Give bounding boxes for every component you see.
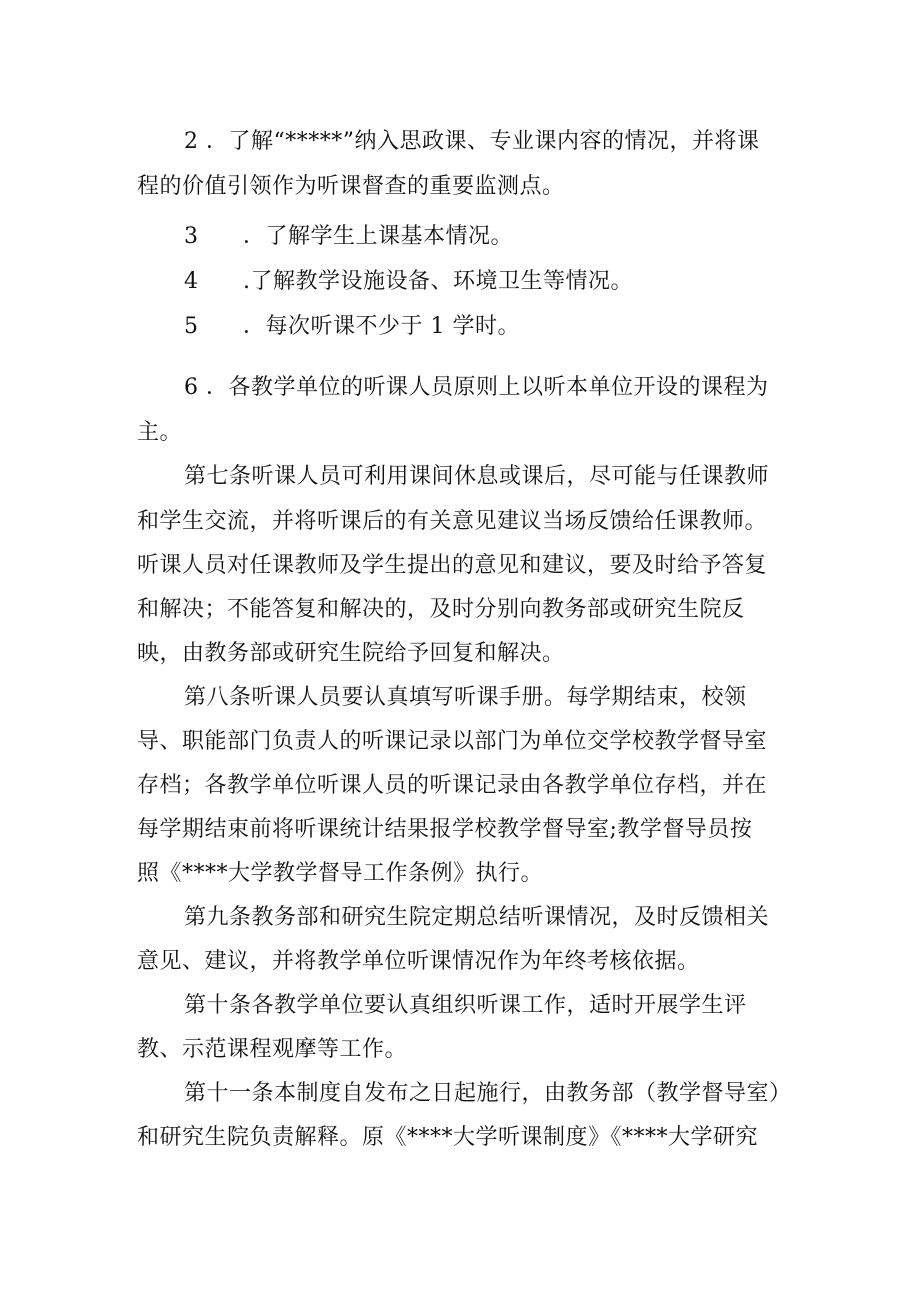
- item-2-line-1: 2 ．了解“*****”纳入思政课、专业课内容的情况，并将课: [184, 129, 760, 154]
- article-10-line-1: 第十条各教学单位要认真组织听课工作，适时开展学生评: [184, 993, 747, 1018]
- item-4-text: .了解教学设施设备、环境卫生等情况。: [243, 269, 633, 294]
- item-5-number: 5: [184, 314, 198, 339]
- article-11-line-2: 和研究生院负责解释。原《****大学听课制度》《****大学研究: [137, 1125, 759, 1150]
- article-10-line-2: 教、示范课程观摩等工作。: [137, 1037, 408, 1062]
- article-7-line-1: 第七条听课人员可利用课间休息或课后，尽可能与任课教师: [184, 464, 770, 489]
- item-6-line-1: 6 ．各教学单位的听课人员原则上以听本单位开设的课程为: [184, 375, 769, 400]
- article-8-line-2: 导、职能部门负责人的听课记录以部门为单位交学校教学督导室: [137, 729, 768, 754]
- article-11-line-1: 第十一条本制度自发布之日起施行，由教务部（教学督导室）: [184, 1081, 792, 1106]
- article-7-line-3: 听课人员对任课教师及学生提出的意见和建议，要及时给予答复: [137, 553, 768, 578]
- item-6-line-2: 主。: [137, 420, 183, 445]
- article-9-line-2: 意见、建议，并将教学单位听课情况作为年终考核依据。: [137, 949, 700, 974]
- item-2-line-2: 程的价值引领作为听课督查的重要监测点。: [137, 174, 565, 199]
- article-8-line-5: 照《****大学教学督导工作条例》执行。: [137, 861, 544, 886]
- article-7-line-5: 映，由教务部或研究生院给予回复和解决。: [137, 641, 565, 666]
- article-7-line-4: 和解决；不能答复和解决的，及时分别向教务部或研究生院反: [137, 597, 745, 622]
- article-8-line-1: 第八条听课人员要认真填写听课手册。每学期结束，校领: [184, 685, 747, 710]
- article-7-line-2: 和学生交流，并将听课后的有关意见建议当场反馈给任课教师。: [137, 509, 768, 534]
- article-9-line-1: 第九条教务部和研究生院定期总结听课情况，及时反馈相关: [184, 905, 770, 930]
- item-3-text: ．了解学生上课基本情况。: [243, 224, 514, 249]
- article-8-line-4: 每学期结束前将听课统计结果报学校教学督导室;教学督导员按: [137, 817, 753, 842]
- item-4-number: 4: [184, 269, 198, 294]
- item-5-text: ．每次听课不少于 1 学时。: [243, 314, 520, 339]
- article-8-line-3: 存档；各教学单位听课人员的听课记录由各教学单位存档，并在: [137, 773, 768, 798]
- item-3-number: 3: [184, 224, 198, 249]
